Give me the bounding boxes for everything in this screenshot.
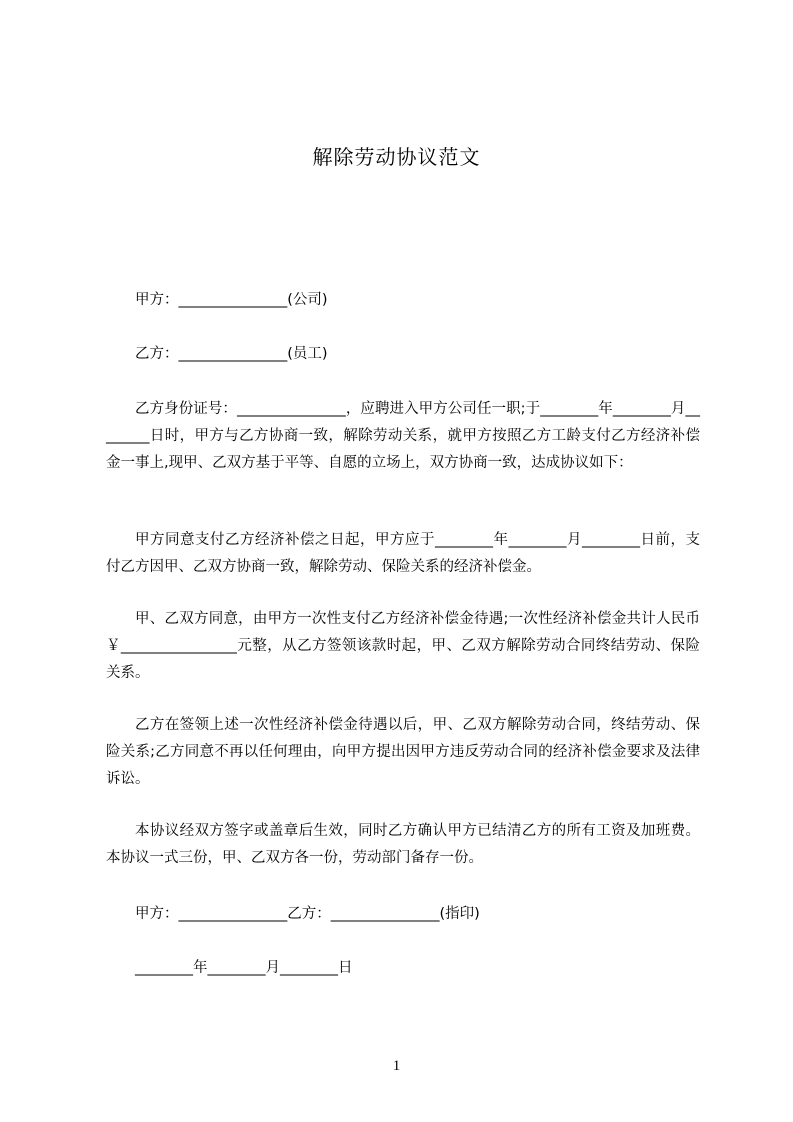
party-a-line: 甲方：_______________(公司) [135,292,328,308]
document-title: 解除劳动协议范文 [312,145,481,169]
page-number: 1 [392,1058,401,1074]
paragraph-4: 乙方在签领上述一次性经济补偿金待遇以后，甲、乙双方解除劳动合同，终结劳动、保险关系;乙方同意不再以任何理由，向甲方提出因甲方违反劳动合同的经济补偿金要求及法律诉讼。 [106,717,700,787]
paragraph-1: 乙方身份证号：_______________，应聘进入甲方公司任一职;于________年________月________日时，甲方与乙方协商一致，解除劳动关系，就甲方按照乙方工龄支付乙方经济补偿金一事上,现甲、乙双方基于平等、自愿的立场上，双方协商一致，达成协议如下： [106,401,700,471]
paragraph-3: 甲、乙双方同意，由甲方一次性支付乙方经济补偿金待遇;一次性经济补偿金共计人民币￥________________元整，从乙方签领该款时起，甲、乙双方解除劳动合同终结劳动、保险关系。 [106,611,700,681]
paragraph-5: 本协议经双方签字或盖章后生效，同时乙方确认甲方已结清乙方的所有工资及加班费。本协议一式三份，甲、乙双方各一份，劳动部门备存一份。 [106,823,700,866]
party-b-line: 乙方：_______________(员工) [135,346,328,362]
date-line: ________年________月________日 [135,960,353,976]
paragraph-2: 甲方同意支付乙方经济补偿之日起，甲方应于________年________月________日前，支付乙方因甲、乙双方协商一致，解除劳动、保险关系的经济补偿金。 [106,532,700,575]
signature-line: 甲方：_______________乙方：_______________(指印) [135,906,480,922]
